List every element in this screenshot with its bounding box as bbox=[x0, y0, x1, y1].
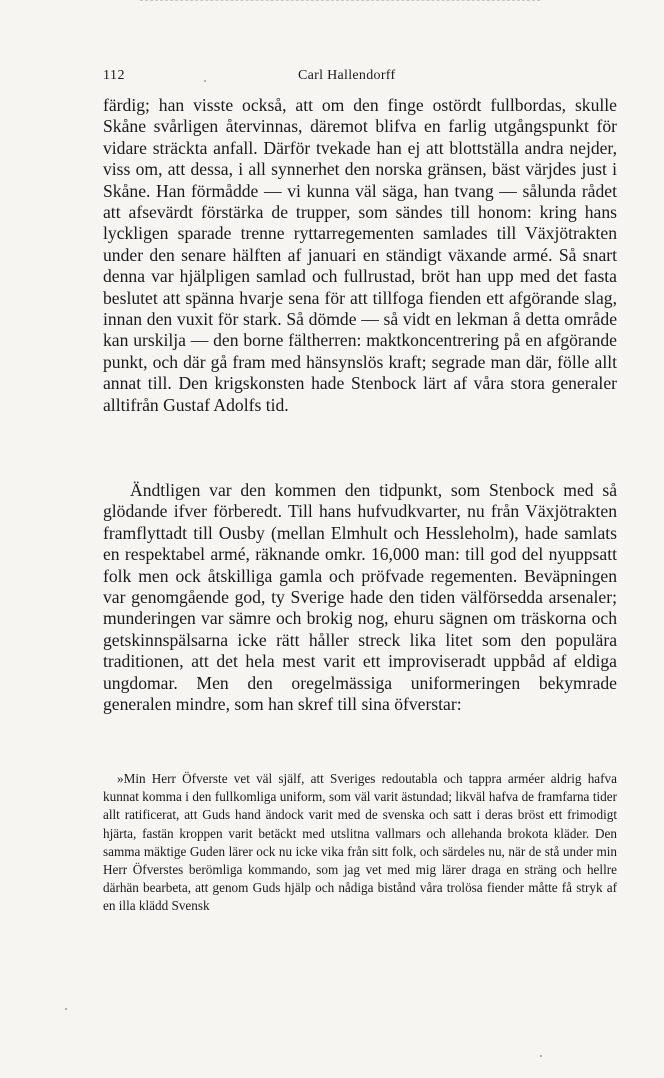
block-quote: »Min Herr Öfverste vet väl själf, att Sveriges redoutabla och tappra arméer aldrig hafva kunnat komma i den fullkomliga uniform, som väl varit ästundad; likväl hafva de framfarna tider allt ratificerat, att Guds hand ändock varit med de svenska och satt i deras bröst ett frimodigt hjärta, fastän kroppen varit betäckt med utslitna vallmars och allehanda brokota kläder. Den samma mäktige Guden lärer ock nu icke vika från sitt folk, och särdeles nu, när de stå under min Herr Öfverstes berömliga kommando, som jag vet med mig lärer draga en sträng och hellre därhän bearbeta, att genom Guds hjälp och nådiga bistånd våra trolösa fiender måtte få stryk af en illa klädd Svensk bbox=[103, 771, 617, 914]
body-paragraph-2: Ändtligen var den kommen den tidpunkt, som Stenbock med så glödande ifver förberedt. Till hans hufvudkvarter, nu från Växjötrakten framflyttadt till Ousby (mellan Elmhult och Hessleholm), hade samlats en respektabel armé, räknande omkr. 16,000 man: till god del nyuppsatt folk men ock åtskilliga gamla och pröfvade regementen. Beväpningen var genomgående god, ty Sverige hade den tiden välförsedda arsenaler; munderingen var sämre och brokig nog, ehuru sägnen om träskorna och getskinnspälsarna icke rätt håller streck lika litet som den populära traditionen, att det hela mest varit ett improviseradt uppbåd af eldiga ungdomar. Men den oregelmässiga uniformeringen bekymrade generalen mindre, som han skref till sina öfverstar: bbox=[103, 480, 617, 715]
top-edge-rule bbox=[140, 0, 540, 3]
paper-speck bbox=[540, 1055, 542, 1057]
running-head-author: Carl Hallendorff bbox=[298, 68, 396, 83]
page-number: 112 bbox=[103, 68, 125, 83]
paper-speck bbox=[65, 1008, 67, 1010]
paper-speck bbox=[204, 80, 206, 82]
page-header bbox=[103, 68, 615, 88]
body-paragraph-1: färdig; han visste också, att om den finge ostördt fullbordas, skulle Skåne svårligen återvinnas, däremot blifva en farlig utgångspunkt för vidare sträckta anfall. Därför tvekade han ej att blottställa andra nejder, viss om, att dessa, i all synnerhet den norska gränsen, bäst värjdes just i Skåne. Han förmådde — vi kunna väl säga, han tvang — sålunda rådet att afsevärdt förstärka de trupper, som sändes till honom: kring hans lyckligen sparade trenne ryttarregementen samlades till Växjötrakten under den senare hälften af januari en ständigt växande armé. Så snart denna var hjälpligen samlad och fullrustad, bröt han upp med det fasta beslutet att spänna hvarje sena för att tillfoga fienden ett afgörande slag, innan den vuxit för stark. Så dömde — så vidt en lekman å detta område kan urskilja — den borne fältherren: maktkoncentrering på en afgörande punkt, och där gå fram med hänsynslös kraft; segrade man där, fölle allt annat till. Den krigskonsten hade Stenbock lärt af våra stora generaler alltifrån Gustaf Adolfs tid. bbox=[103, 95, 617, 415]
